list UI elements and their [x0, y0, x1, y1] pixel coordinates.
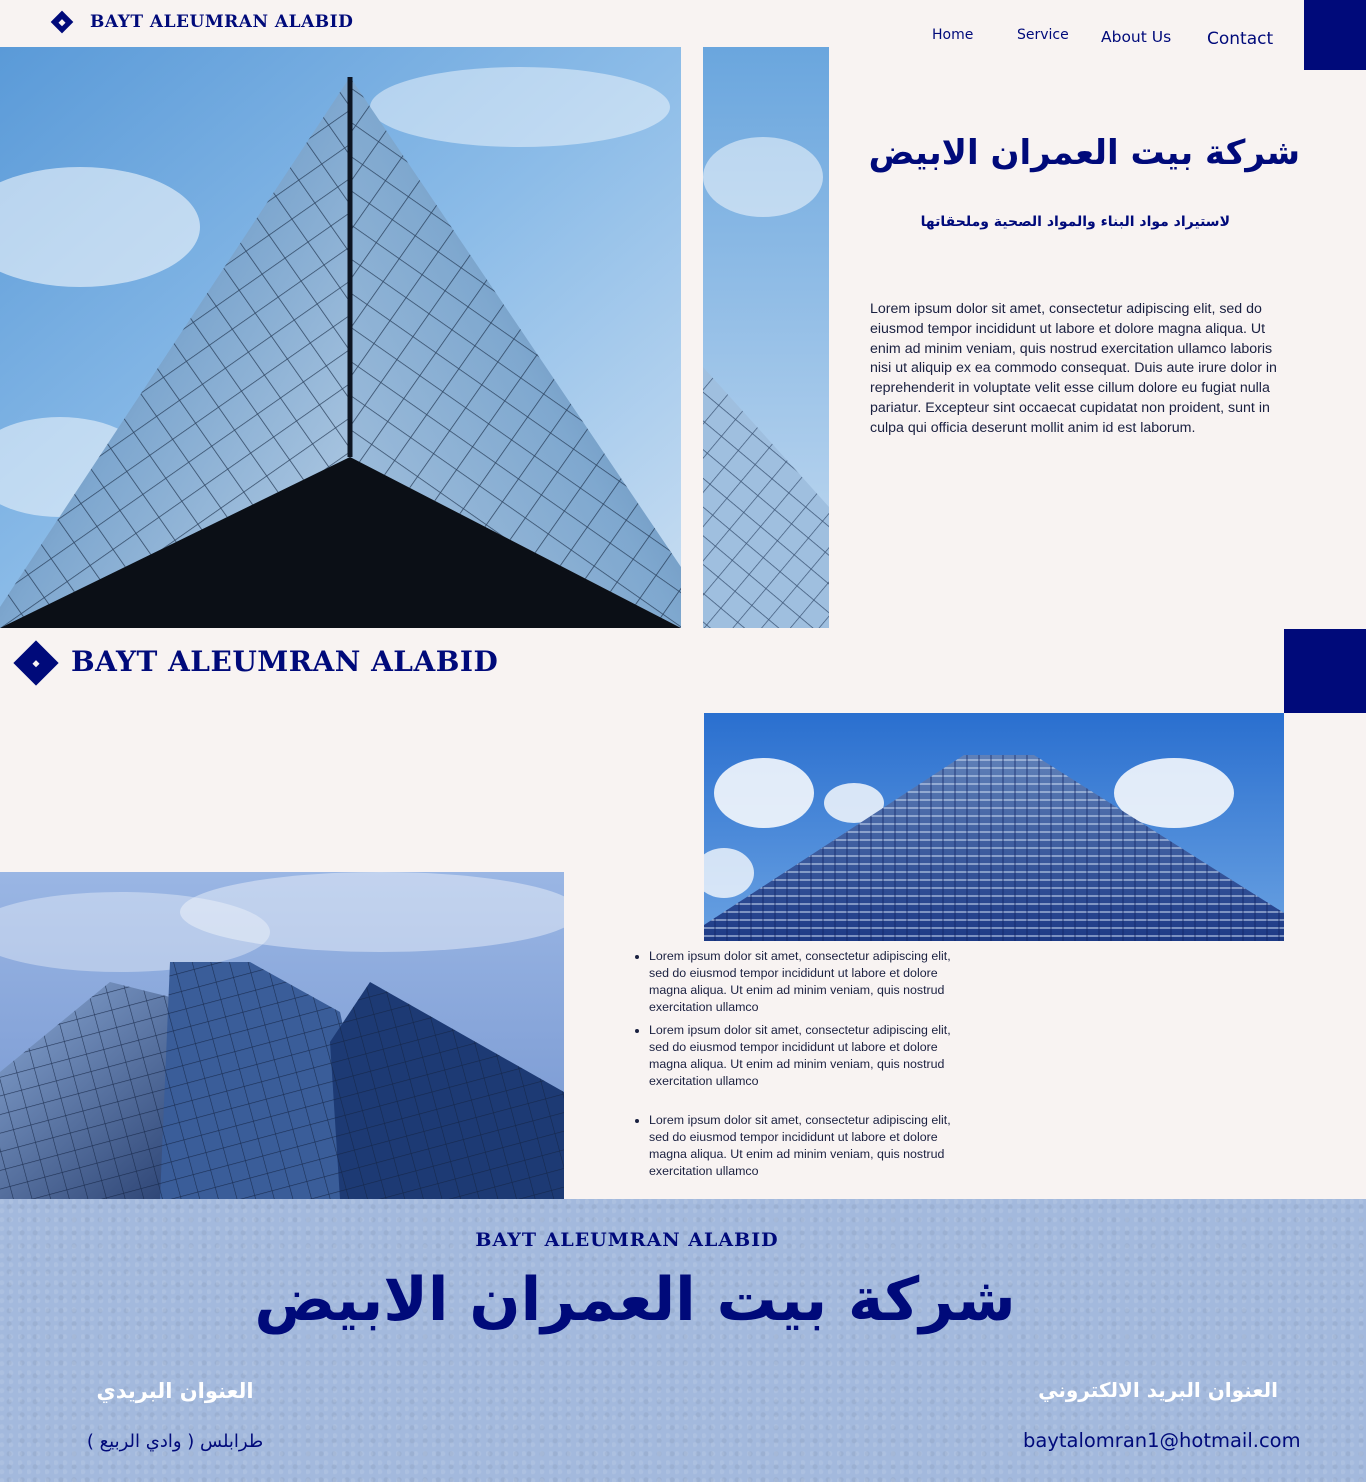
glass-buildings-image [0, 872, 564, 1199]
email-link[interactable]: baytalomran1@hotmail.com [1023, 1429, 1301, 1452]
hero-title: شركة بيت العمران الابيض [868, 133, 1300, 173]
hero-building-image [0, 47, 681, 628]
email-address-label: العنوان البريد الالكتروني [1038, 1378, 1278, 1402]
footer-title: شركة بيت العمران الابيض [254, 1265, 1016, 1335]
header-brand[interactable]: BAYT ALEUMRAN ALABID [90, 12, 354, 32]
footer-brand: BAYT ALEUMRAN ALABID [475, 1229, 779, 1251]
logo-diamond-icon [51, 11, 74, 34]
postal-address-label: العنوان البريدي [96, 1379, 254, 1403]
section-brand: BAYT ALEUMRAN ALABID [71, 645, 499, 678]
list-item: • Lorem ipsum dolor sit amet, consectetur adipiscing elit, sed do eiusmod tempor incididunt ut labore et dolore magna aliqua. Ut enim ad minim veniam, quis nostrud exercitation ullamco [649, 1022, 967, 1090]
hero-building-strip [703, 47, 829, 628]
nav-contact[interactable]: Contact [1207, 29, 1274, 49]
postal-address-value: طرابلس ( وادي الربيع ) [86, 1431, 264, 1452]
nav-about[interactable]: About Us [1101, 28, 1172, 46]
corner-square-middle [1284, 629, 1366, 713]
hero-paragraph: Lorem ipsum dolor sit amet, consectetur adipiscing elit, sed do eiusmod tempor incididunt ut labore et dolore magna aliqua. Ut enim ad minim veniam, quis nostrud exercitation ullamco laboris nisi ut aliquip ex ea commodo consequat. Duis aute irure dolor in reprehenderit in voluptate velit esse cillum dolore eu fugiat nulla pariatur. Excepteur sint occaecat cupidatat non proident, sunt in culpa qui officia deserunt mollit anim id est laborum. [870, 301, 1277, 436]
corner-square-top [1304, 0, 1366, 70]
tower-image [704, 713, 1284, 941]
list-item: • Lorem ipsum dolor sit amet, consectetur adipiscing elit, sed do eiusmod tempor incididunt ut labore et dolore magna aliqua. Ut enim ad minim veniam, quis nostrud exercitation ullamco [649, 948, 967, 1016]
hero-subtitle: لاستيراد مواد البناء والمواد الصحية وملحقاتها [920, 214, 1230, 230]
section-logo-diamond-icon [13, 640, 58, 685]
list-item: • Lorem ipsum dolor sit amet, consectetur adipiscing elit, sed do eiusmod tempor incididunt ut labore et dolore magna aliqua. Ut enim ad minim veniam, quis nostrud exercitation ullamco [649, 1112, 967, 1180]
footer [0, 1199, 1366, 1482]
nav-service[interactable]: Service [1017, 27, 1069, 43]
feature-list [632, 948, 967, 1186]
nav-home[interactable]: Home [932, 27, 974, 43]
